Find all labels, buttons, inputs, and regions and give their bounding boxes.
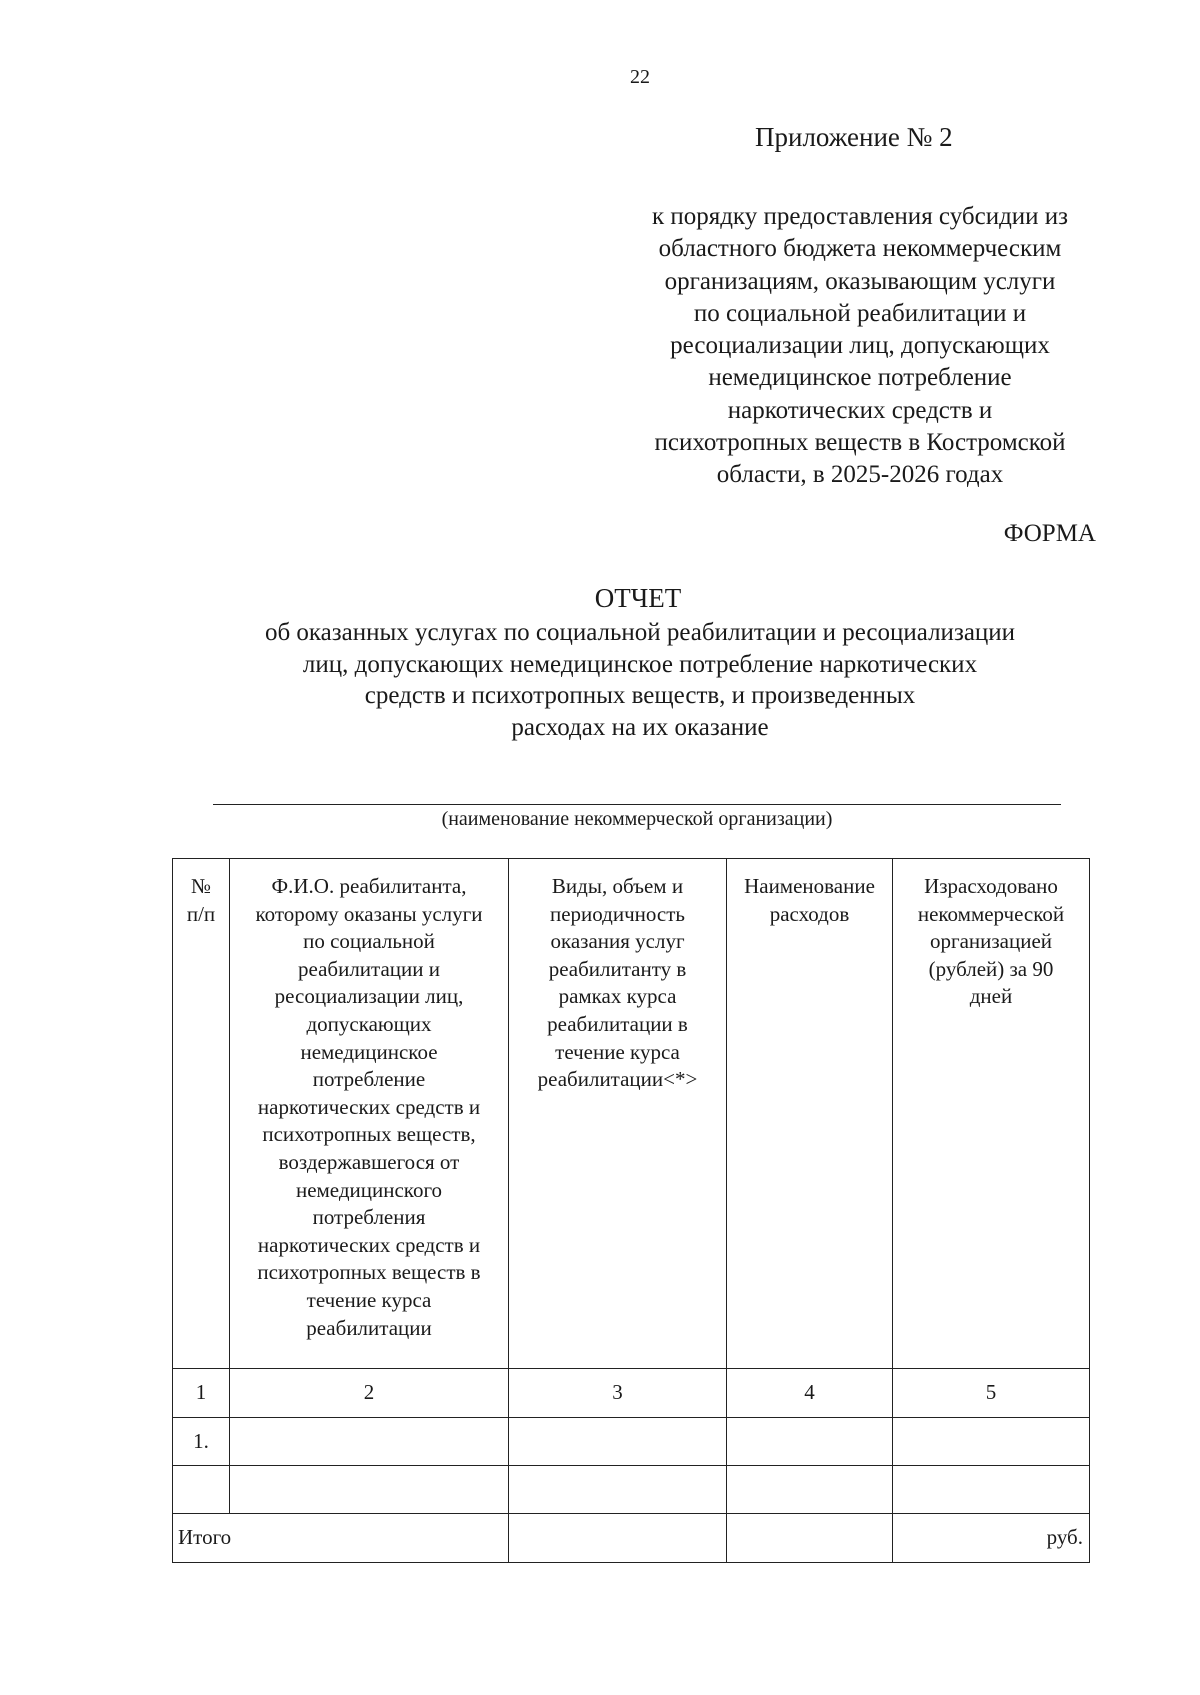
table-cell — [230, 1466, 509, 1514]
header-text-line: потребление — [312, 1067, 426, 1092]
column-number-cell: 5 — [893, 1369, 1090, 1418]
header-text-line: реабилитации и — [298, 956, 440, 981]
appendix-subtitle-line: к порядку предоставления субсидии из — [651, 203, 1069, 230]
total-label: Итого — [173, 1514, 509, 1563]
table-cell — [230, 1418, 509, 1466]
header-cell-number — [173, 859, 230, 1369]
table-cell — [509, 1466, 727, 1514]
appendix-subtitle-line: по социальной реабилитации и — [693, 299, 1027, 327]
column-number-cell: 2 — [230, 1369, 509, 1418]
appendix-title: Приложение № 2 — [755, 122, 953, 152]
header-text-line: реабилитации — [306, 1315, 432, 1340]
column-number-cell: 1 — [173, 1369, 230, 1418]
report-subtitle-line: расходах на их оказание — [511, 713, 769, 741]
header-text-line: некоммерческой — [917, 901, 1065, 926]
header-text-line: дней — [969, 984, 1013, 1009]
header-text-line: оказания услуг — [550, 929, 685, 954]
page-number: 22 — [630, 66, 650, 88]
header-text-line: психотропных веществ в — [257, 1260, 481, 1285]
header-text-line: наркотических средств и — [257, 1232, 481, 1257]
appendix-subtitle-line: наркотических средств и — [727, 396, 993, 424]
appendix-subtitle-line: немедицинское потребление — [708, 364, 1012, 392]
report-subtitle-line: лиц, допускающих немедицинское потребление наркотических — [302, 650, 978, 678]
header-cell-services — [509, 859, 727, 1369]
header-text-line: немедицинское — [300, 1039, 438, 1064]
table-cell — [727, 1466, 893, 1514]
table-row — [173, 1466, 1090, 1514]
total-cell-expenses — [727, 1514, 893, 1563]
table-cell — [173, 1466, 230, 1514]
header-text-line: психотропных веществ, — [262, 1122, 476, 1147]
table-header-row — [173, 859, 1090, 1369]
header-text-line: реабилитации в — [547, 1011, 688, 1036]
table-cell — [893, 1466, 1090, 1514]
header-text-line: течение курса — [555, 1039, 680, 1064]
report-subtitle — [195, 617, 1085, 743]
report-subtitle-line: об оказанных услугах по социальной реабилитации и ресоциализации — [264, 619, 1016, 646]
header-text-line: немедицинского — [295, 1177, 443, 1202]
org-name-caption: (наименование некоммерческой организации) — [441, 808, 833, 830]
header-text-line: Наименование — [744, 874, 875, 898]
column-number-cell: 4 — [727, 1369, 893, 1418]
column-number-row — [173, 1369, 1090, 1418]
header-text-line: расходов — [769, 901, 850, 926]
form-label: ФОРМА — [1003, 520, 1096, 547]
header-cell-fio — [230, 859, 509, 1369]
header-text-line: п/п — [186, 901, 216, 926]
header-text-line: № — [190, 874, 212, 898]
header-text-line: потребления — [312, 1205, 426, 1230]
header-text-line: Израсходовано — [924, 874, 1058, 898]
table-cell — [893, 1418, 1090, 1466]
header-text-line: реабилитанту в — [548, 956, 687, 981]
table-cell — [727, 1418, 893, 1466]
header-text-line: течение курса — [306, 1287, 432, 1312]
header-text-line: Виды, объем и — [551, 874, 684, 898]
header-cell-spent — [893, 859, 1090, 1369]
header-text-line: ресоциализации лиц, — [274, 984, 464, 1009]
header-text-line: периодичность — [549, 901, 685, 926]
header-text-line: которому оказаны услуги — [255, 901, 483, 926]
table-cell — [509, 1418, 727, 1466]
total-row — [173, 1514, 1090, 1563]
table-row — [173, 1418, 1090, 1466]
header-text-line: (рублей) за 90 — [928, 956, 1054, 981]
appendix-subtitle-line: психотропных веществ в Костромской — [654, 429, 1066, 457]
header-text-line: воздержавшегося от — [278, 1149, 460, 1174]
header-cell-expenses — [727, 859, 893, 1369]
total-cell-services — [509, 1514, 727, 1563]
total-unit: руб. — [893, 1514, 1090, 1563]
header-text-line: по социальной — [303, 929, 435, 954]
header-text-line: реабилитации<*> — [537, 1067, 698, 1092]
appendix-subtitle — [600, 201, 1120, 492]
header-text-line: допускающих — [306, 1011, 432, 1036]
appendix-subtitle-line: организациям, оказывающим услуги — [664, 267, 1056, 295]
header-text-line: Ф.И.О. реабилитанта, — [271, 874, 467, 898]
report-title: ОТЧЕТ — [594, 583, 682, 613]
column-number-cell: 3 — [509, 1369, 727, 1418]
report-subtitle-line: средств и психотропных веществ, и произведенных — [364, 682, 916, 709]
table-cell: 1. — [173, 1418, 230, 1466]
appendix-subtitle-line: областного бюджета некоммерческим — [658, 235, 1062, 263]
header-text-line: наркотических средств и — [257, 1094, 481, 1119]
org-name-line — [213, 804, 1061, 805]
appendix-subtitle-line: ресоциализации лиц, допускающих — [670, 332, 1050, 360]
report-table — [172, 858, 1090, 1563]
appendix-subtitle-line: области, в 2025-2026 годах — [716, 461, 1004, 489]
header-text-line: организацией — [929, 929, 1053, 954]
header-text-line: рамках курса — [558, 984, 677, 1009]
